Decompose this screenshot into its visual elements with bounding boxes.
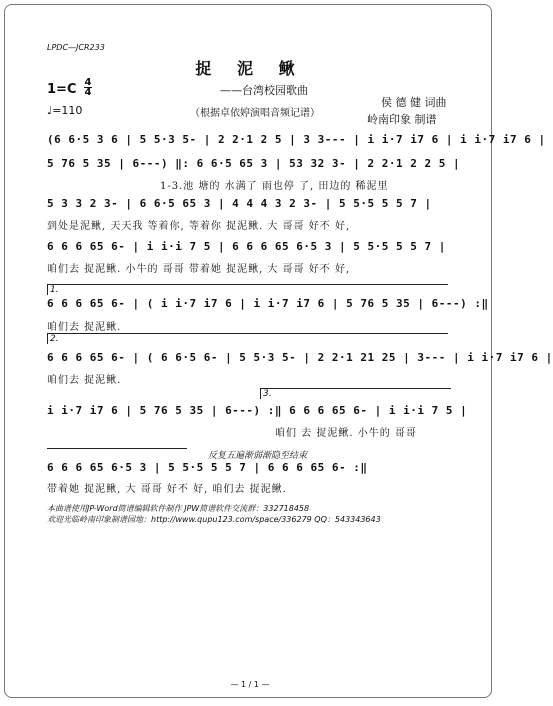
tempo-mark: ♩=110 [47,104,83,117]
page-number: — 1 / 1 — [230,680,270,689]
score-line-4: 6 6 6 65 6- | i i·i 7 5 | 6 6 6 65 6·5 3 | 5 5·5 5 5 7 | [47,240,446,253]
score-line-3: 5 3 3 2 3- | 6 6·5 65 3 | 4 4 4 3 2 3- | 5 5·5 5 5 7 | [47,197,432,210]
slur-line [47,448,187,449]
lyric-line-2: 1-3.池 塘的 水满了 雨也停 了, 田边的 稀泥里 [160,181,389,192]
volta-bracket-2 [47,333,448,344]
transcription-credits: （根据卓依婷演唱音频记谱） [190,108,320,119]
lyric-line-7: 咱们 去 捉泥鳅. 小牛的 哥哥 [275,428,417,439]
score-line-8: 6 6 6 65 6·5 3 | 5 5·5 5 5 7 | 6 6 6 65 6- :‖ [47,461,368,474]
document-id: LPDC—JCR233 [47,43,105,52]
lyric-line-3: 到处是泥鳅, 天天我 等着你, 等着你 捉泥鳅. 大 哥哥 好不 好, [47,221,351,232]
song-subtitle: ——台湾校园歌曲 [220,84,308,97]
score-line-7: i i·7 i7 6 | 5 76 5 35 | 6---) :‖ 6 6 6 65 6- | i i·i 7 5 | [47,404,468,417]
lyricist-composer: 侯 德 健 词曲 [381,96,447,109]
lyric-line-8: 带着她 捉泥鳅, 大 哥哥 好不 好, 咱们去 捉泥鳅. [47,484,287,495]
song-title: 捉 泥 鳅 [195,59,305,78]
volta-label-3: 3. [263,389,272,399]
repeat-instruction: 反复五遍渐弱渐隐至结束 [208,451,308,461]
time-signature-bottom: 4 [84,87,92,98]
volta-label-2: 2. [50,334,59,344]
volta-bracket-1 [47,284,448,295]
lyric-line-5: 咱们去 捉泥鳅. [47,322,122,333]
score-line-1: (6 6·5 3 6 | 5 5·3 5- | 2 2·1 2 5 | 3 3--- | i i·7 i7 6 | i i·7 i7 6 | [47,133,546,146]
score-line-6: 6 6 6 65 6- | ( 6 6·5 6- | 5 5·3 5- | 2 2·1 21 25 | 3--- | i i·7 i7 6 | [47,351,553,364]
lyric-line-6: 咱们去 捉泥鳅. [47,375,122,386]
lyric-line-4: 咱们去 捉泥鳅. 小牛的 哥哥 带着她 捉泥鳅, 大 哥哥 好不 好, [47,264,351,275]
time-signature [84,78,92,97]
footer-line-2: 欢迎光临岭南印象制谱园地：http://www.qupu123.com/space/336279 QQ：543343643 [47,515,381,524]
key-signature: 1=C [47,82,77,97]
volta-label-1: 1. [50,285,59,295]
score-line-5: 6 6 6 65 6- | ( i i·7 i7 6 | i i·7 i7 6 | 5 76 5 35 | 6---) :‖ [47,297,489,310]
score-line-2: 5 76 5 35 | 6---) ‖: 6 6·5 65 3 | 53 32 3- | 2 2·1 2 2 5 | [47,157,461,170]
time-signature-top: 4 [84,77,92,88]
arranger: 岭南印象 制谱 [367,113,437,126]
footer-line-1: 本曲谱使用JP-Word简谱编辑软件制作 JPW简谱软件交流群：332718458 [47,504,310,513]
volta-bracket-3 [260,388,451,399]
